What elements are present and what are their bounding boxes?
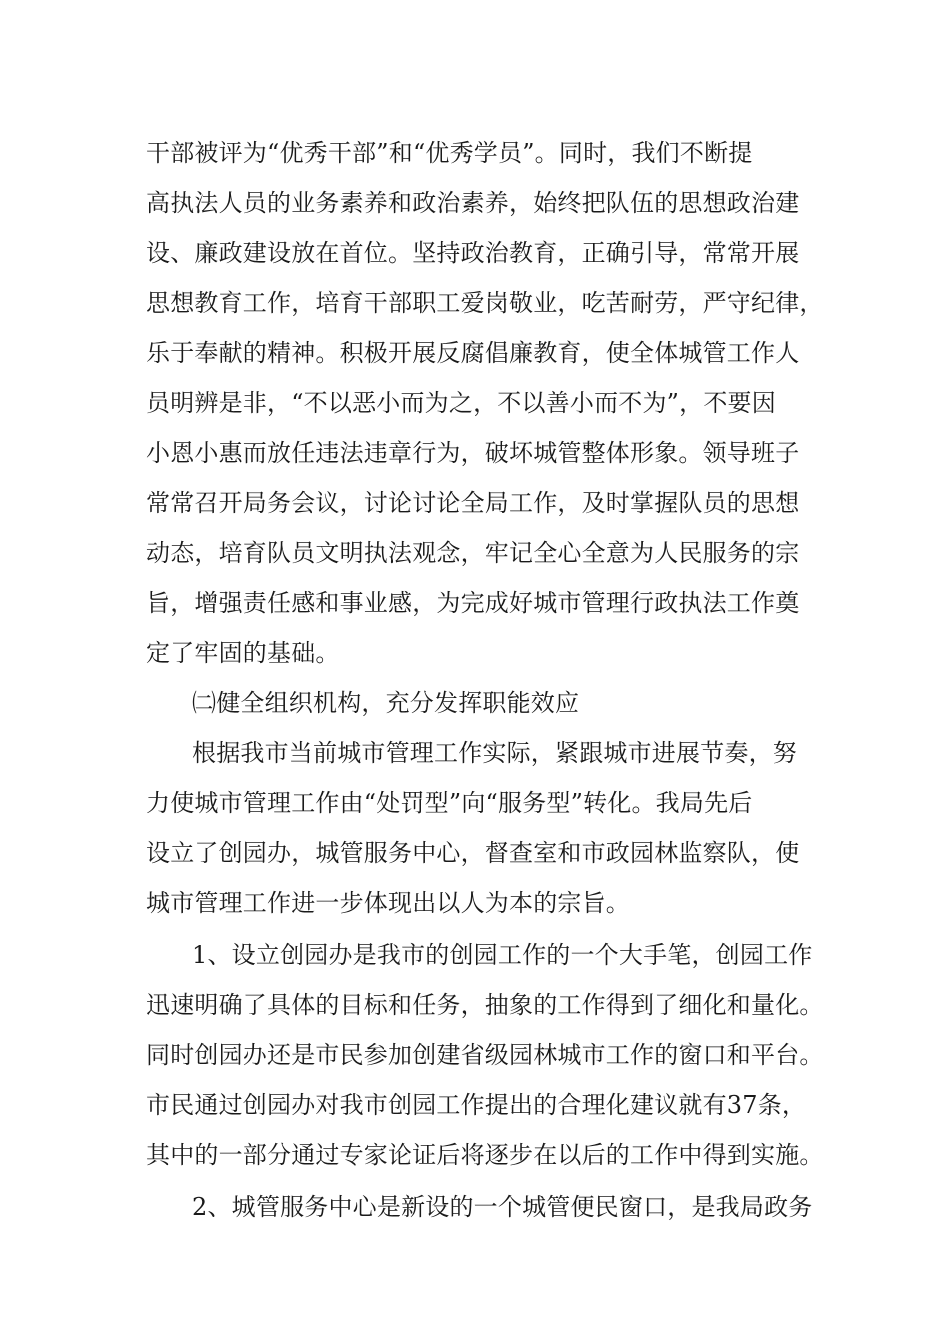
text-line: 干部被评为“优秀干部”和“优秀学员”。同时，我们不断提 [146, 139, 753, 167]
text-line: 定了牢固的基础。 [146, 639, 340, 667]
text-line: 根据我市当前城市管理工作实际，紧跟城市进展节奏，努 [192, 739, 797, 767]
section-heading: ㈡健全组织机构，充分发挥职能效应 [192, 689, 580, 717]
text-line: 城市管理工作进一步体现出以人为本的宗旨。 [146, 889, 630, 917]
text-line: 迅速明确了具体的目标和任务，抽象的工作得到了细化和量化。 [146, 991, 824, 1019]
text-line: 思想教育工作，培育干部职工爱岗敬业，吃苦耐劳，严守纪律， [146, 289, 824, 317]
text-line: 乐于奉献的精神。积极开展反腐倡廉教育，使全体城管工作人 [146, 339, 800, 367]
text-line: 高执法人员的业务素养和政治素养，始终把队伍的思想政治建 [146, 189, 800, 217]
text-line: 2、城管服务中心是新设的一个城管便民窗口，是我局政务 [192, 1193, 813, 1221]
text-line: 力使城市管理工作由“处罚型”向“服务型”转化。我局先后 [146, 789, 753, 817]
document-body [146, 128, 836, 1232]
text-line: 设立了创园办，城管服务中心，督查室和市政园林监察队，使 [146, 839, 800, 867]
text-line: 1、设立创园办是我市的创园工作的一个大手笔，创园工作 [192, 941, 813, 969]
text-line: 小恩小惠而放任违法违章行为，破坏城管整体形象。领导班子 [146, 439, 800, 467]
text-line: 其中的一部分通过专家论证后将逐步在以后的工作中得到实施。 [146, 1141, 824, 1169]
text-line: 同时创园办还是市民参加创建省级园林城市工作的窗口和平台。 [146, 1041, 824, 1069]
text-line: 动态，培育队员文明执法观念，牢记全心全意为人民服务的宗 [146, 539, 800, 567]
text-line: 市民通过创园办对我市创园工作提出的合理化建议就有37条， [146, 1091, 807, 1119]
text-line: 常常召开局务会议，讨论讨论全局工作，及时掌握队员的思想 [146, 489, 800, 517]
text-line: 旨，增强责任感和事业感，为完成好城市管理行政执法工作奠 [146, 589, 800, 617]
text-line: 设、廉政建设放在首位。坚持政治教育，正确引导，常常开展 [146, 239, 800, 267]
text-line: 员明辨是非，“不以恶小而为之，不以善小而不为”，不要因 [146, 389, 776, 417]
